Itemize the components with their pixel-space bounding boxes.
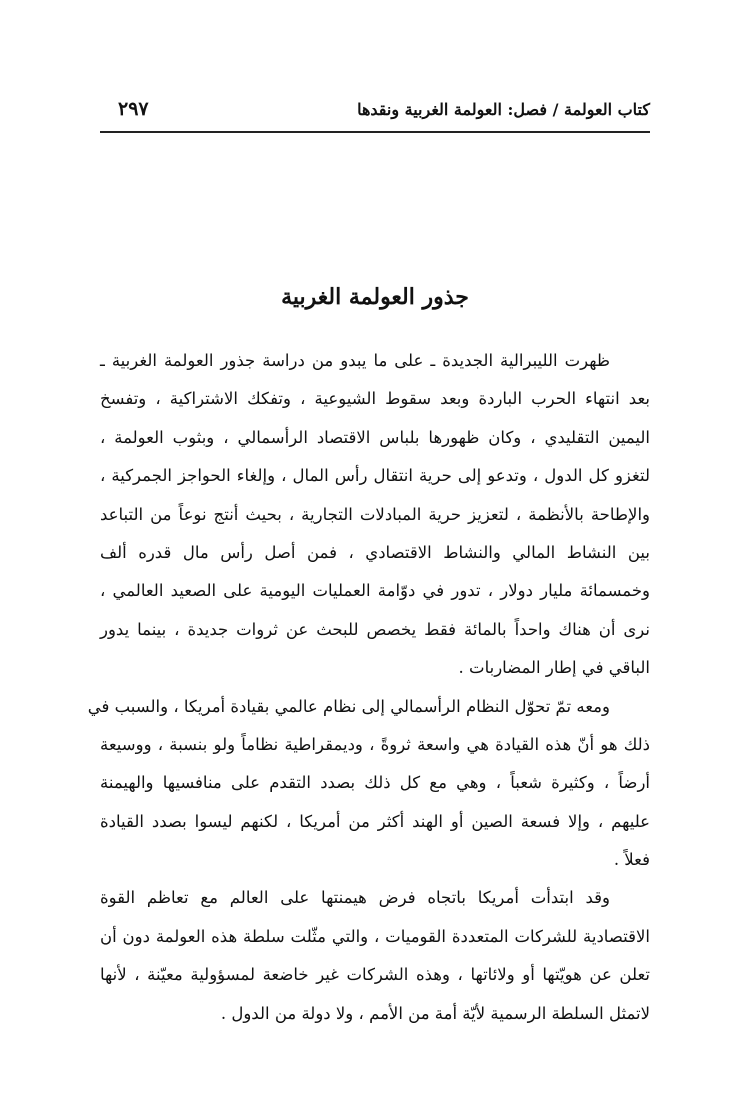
paragraph-2	[87, 688, 650, 880]
text-line: والإطاحة بالأنظمة ، لتعزيز حرية المبادلات التجارية ، بحيث أنتج نوعاً من التباعد	[100, 504, 650, 524]
text-line: لتغزو كل الدول ، وتدعو إلى حرية انتقال رأس المال ، وإلغاء الحواجز الجمركية ،	[100, 466, 650, 486]
page-number: ٢٩٧	[118, 98, 149, 120]
text-line: نرى أن هناك واحداً بالمائة فقط يخصص للبحث عن ثروات جديدة ، بينما يدور	[100, 619, 650, 639]
text-line: وقد ابتدأت أمريكا باتجاه فرض هيمنتها على العالم مع تعاظم القوة	[100, 888, 610, 908]
text-line: ذلك هو أنّ هذه القيادة هي واسعة ثروةً ، وديمقراطية نظاماً ولو بنسبة ، ووسيعة	[100, 734, 650, 754]
text-line: وخمسمائة مليار دولار ، تدور في دوّامة العمليات اليومية على الصعيد العالمي ،	[100, 581, 650, 601]
text-line: اليمين التقليدي ، وكان ظهورها بلباس الاقتصاد الرأسمالي ، وبثوب العولمة ،	[100, 427, 650, 447]
text-line: ومعه تمّ تحوّل النظام الرأسمالي إلى نظام عالمي بقيادة أمريكا ، والسبب في	[87, 696, 610, 716]
paragraph-3	[100, 879, 650, 1033]
text-line: بين النشاط المالي والنشاط الاقتصادي ، فمن أصل رأس مال قدره ألف	[100, 542, 650, 562]
section-title: جذور العولمة الغربية	[281, 284, 469, 310]
text-line: الاقتصادية للشركات المتعددة القوميات ، والتي مثّلت سلطة هذه العولمة دون أن	[100, 926, 650, 946]
text-line: ظهرت الليبرالية الجديدة ـ على ما يبدو من دراسة جذور العولمة الغربية ـ	[100, 351, 610, 370]
text-line: الباقي في إطار المضاربات .	[458, 658, 650, 678]
body-text	[87, 342, 650, 1033]
text-line: لاتمثل السلطة الرسمية لأيّة أمة من الأمم ، ولا دولة من الدول .	[220, 1003, 650, 1023]
text-line: أرضاً ، وكثيرة شعباً ، وهي مع كل ذلك بصدد التقدم على منافسيها والهيمنة	[100, 773, 650, 793]
paragraph-1	[100, 342, 650, 688]
text-line: تعلن عن هويّتها أو ولائاتها ، وهذه الشركات غير خاضعة لمسؤولية معيّنة ، لأنها	[100, 965, 650, 985]
running-header-title: كتاب العولمة / فصل: العولمة الغربية ونقدها	[357, 100, 650, 119]
text-line: عليهم ، وإلا فسعة الصين أو الهند أكثر من أمريكا ، لكنهم ليسوا بصدد القيادة	[100, 811, 650, 831]
text-line: بعد انتهاء الحرب الباردة وبعد سقوط الشيوعية ، وتفكك الاشتراكية ، وتفسخ	[100, 389, 650, 409]
text-line: فعلاً .	[613, 850, 650, 870]
running-header	[100, 96, 650, 126]
header-rule	[100, 131, 650, 133]
